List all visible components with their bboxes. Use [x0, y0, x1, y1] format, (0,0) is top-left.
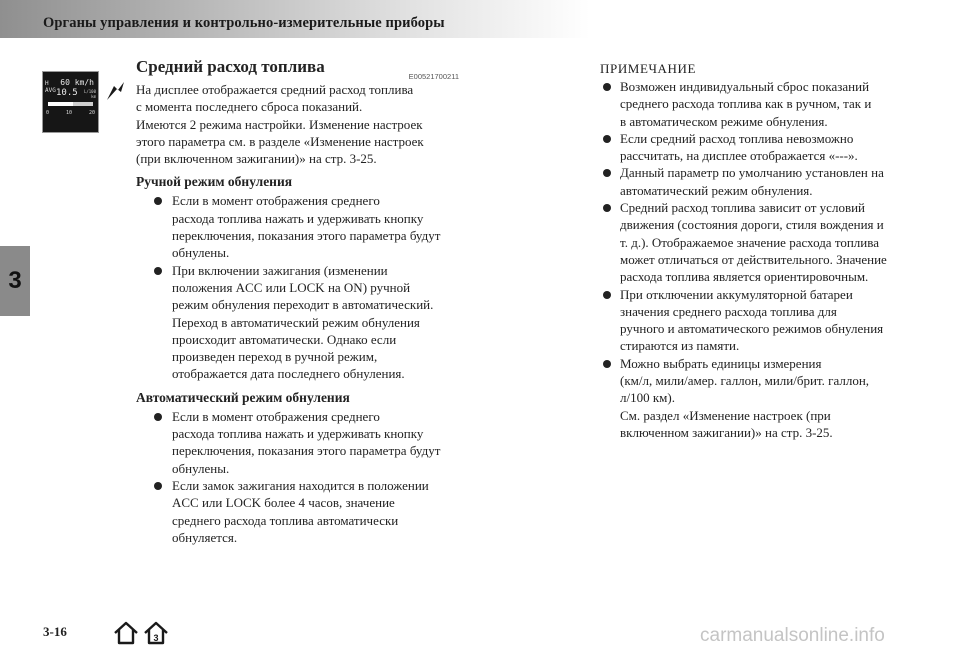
home-icon[interactable] — [115, 623, 137, 643]
note-list — [600, 78, 912, 441]
section-code: E00521700211 — [408, 72, 459, 81]
text-line: обнулены. — [172, 245, 230, 261]
section-title: Средний расход топлива — [136, 57, 325, 76]
text-line: Можно выбрать единицы измерения — [620, 355, 822, 371]
text-line: На дисплее отображается средний расход топлива — [136, 82, 414, 97]
text-line: (км/л, мили/амер. галлон, мили/брит. галлон, — [620, 373, 870, 389]
chapter-home-icon[interactable] — [145, 623, 167, 643]
list-item — [136, 262, 461, 383]
display-side-line: AVG — [45, 87, 56, 94]
text-line: в автоматическом режиме обнуления. — [620, 113, 828, 129]
text-line: Переход в автоматический режим обнуления — [172, 314, 420, 330]
text-line: т. д.). Отображаемое значение расхода топлива — [620, 234, 879, 250]
page-header-title: Органы управления и контрольно-измерительные приборы — [43, 15, 445, 31]
chapter-home-icon-number: 3 — [153, 633, 159, 643]
text-line: стираются из памяти. — [620, 338, 740, 354]
text-line: При отключении аккумуляторной батареи — [620, 286, 853, 302]
text-line: переключения, показания этого параметра будут — [172, 228, 441, 244]
list-item — [136, 192, 461, 261]
text-line: ручного и автоматического режимов обнуления — [620, 321, 884, 337]
main-column — [136, 57, 461, 546]
nav-icons — [112, 620, 174, 646]
text-line: положения ACC или LOCK на ON) ручной — [172, 279, 411, 295]
text-line: значения среднего расхода топлива для — [620, 303, 837, 319]
watermark-text: carmanualsonline.info — [700, 625, 885, 646]
list-item — [600, 199, 912, 285]
text-line: Если в момент отображения среднего — [172, 193, 380, 209]
page-number: 3-16 — [43, 624, 67, 639]
text-line: переключения, показания этого параметра будут — [172, 443, 441, 459]
display-bar-graph — [48, 102, 93, 106]
text-line: Если средний расход топлива невозможно — [620, 130, 854, 146]
text-line: обнулены. — [172, 460, 230, 476]
chapter-tab[interactable]: 3 — [0, 246, 30, 316]
list-item — [600, 130, 912, 165]
text-line: отображается дата последнего обнуления. — [172, 366, 405, 382]
text-line: произведен переход в ручной режим, — [172, 349, 378, 365]
instrument-display-image — [42, 71, 99, 133]
text-line: среднего расхода топлива как в ручном, так и — [620, 96, 872, 112]
manual-reset-list — [136, 192, 461, 382]
text-line: включенном зажигании)» на стр. 3-25. — [620, 424, 833, 440]
display-fuel-value: 10.5 — [56, 88, 78, 98]
text-line: Если замок зажигания находится в положении — [172, 477, 429, 493]
list-item — [600, 164, 912, 199]
text-line: Имеются 2 режима настройки. Изменение настроек — [136, 116, 423, 132]
text-line: Средний расход топлива зависит от условий — [620, 200, 865, 216]
display-unit-line: L/100 — [83, 89, 96, 94]
display-scale-tick: 10 — [65, 110, 72, 116]
pointer-arrow-icon — [104, 80, 126, 102]
text-line: Если в момент отображения среднего — [172, 408, 380, 424]
display-scale — [46, 110, 95, 116]
display-scale-tick: 20 — [88, 110, 95, 116]
list-item — [600, 78, 912, 130]
text-line: движения (состояния дороги, стиля вождения и — [620, 217, 884, 233]
text-line: рассчитать, на дисплее отображается «---». — [620, 148, 858, 164]
list-item — [600, 286, 912, 355]
intro-paragraph — [136, 81, 461, 167]
text-line: (при включенном зажигании)» на стр. 3-25. — [136, 151, 377, 167]
text-line: л/100 км). — [620, 390, 675, 406]
manual-reset-title: Ручной режим обнуления — [136, 174, 293, 190]
list-item — [136, 477, 461, 546]
text-line: с момента последнего сброса показаний. — [136, 99, 363, 115]
display-side-label — [45, 80, 56, 94]
text-line: При включении зажигания (изменении — [172, 262, 388, 278]
display-unit — [84, 89, 96, 99]
display-speed: 60 km/h — [60, 78, 94, 87]
text-line: ACC или LOCK более 4 часов, значение — [172, 495, 395, 511]
text-line: расхода топлива нажать и удерживать кнопку — [172, 210, 424, 226]
display-side-line: Н — [45, 80, 49, 87]
display-scale-tick: 0 — [46, 110, 50, 116]
text-line: расхода топлива является ориентировочным. — [620, 269, 869, 285]
note-column — [600, 60, 912, 441]
text-line: может отличаться от действительного. Значение — [620, 251, 887, 267]
auto-reset-title: Автоматический режим обнуления — [136, 389, 350, 405]
text-line: происходит автоматически. Однако если — [172, 331, 397, 347]
text-line: обнуляется. — [172, 529, 238, 545]
display-unit-line: km — [91, 94, 96, 99]
text-line: См. раздел «Изменение настроек (при — [620, 407, 831, 423]
list-item — [136, 408, 461, 477]
text-line: расхода топлива нажать и удерживать кнопку — [172, 426, 424, 442]
text-line: Данный параметр по умолчанию установлен на — [620, 165, 884, 181]
text-line: среднего расхода топлива автоматически — [172, 512, 399, 528]
text-line: этого параметра см. в разделе «Изменение настроек — [136, 133, 424, 149]
text-line: автоматический режим обнуления. — [620, 182, 813, 198]
list-item — [600, 355, 912, 441]
text-line: режим обнуления переходит в автоматический. — [172, 297, 434, 313]
note-title: ПРИМЕЧАНИЕ — [600, 61, 697, 76]
auto-reset-list — [136, 408, 461, 546]
text-line: Возможен индивидуальный сброс показаний — [620, 79, 870, 94]
